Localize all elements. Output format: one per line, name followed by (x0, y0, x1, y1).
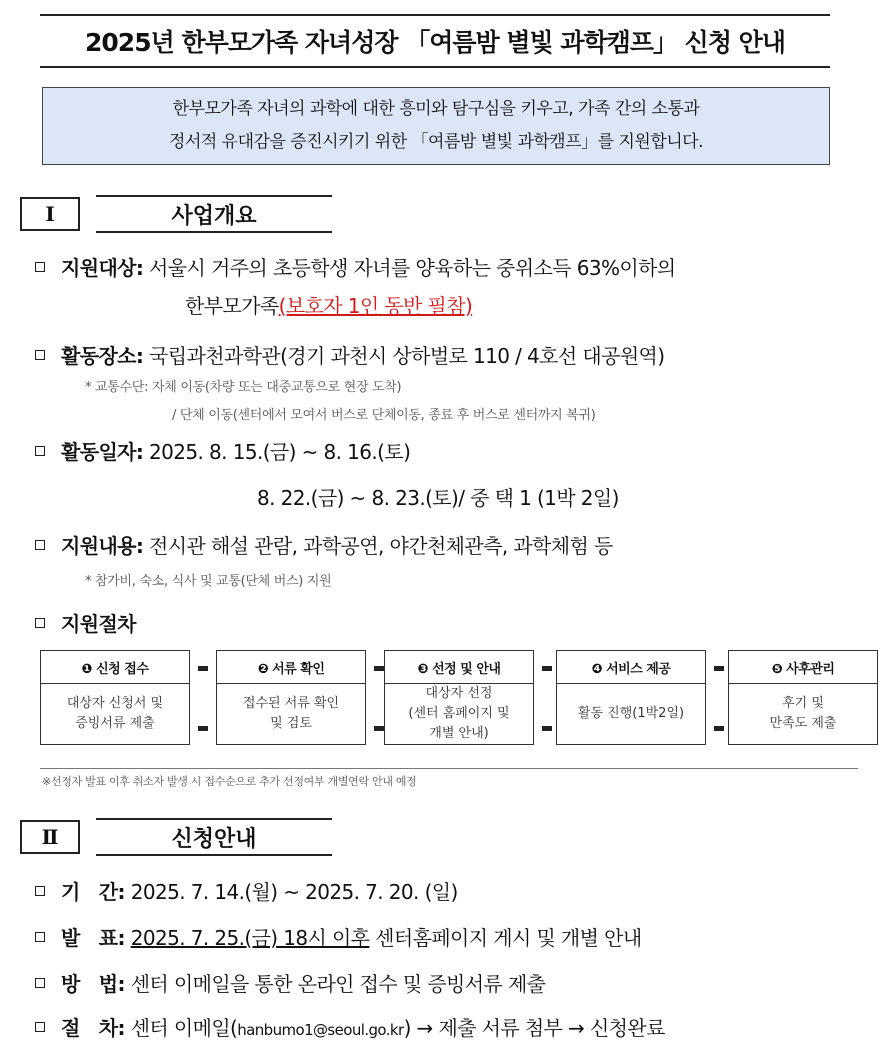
target-highlight: (보호자 1인 동반 필참) (278, 294, 473, 318)
content-label: 지원내용: (61, 534, 144, 558)
target-label: 지원대상: (61, 256, 144, 280)
bullet-icon (35, 1022, 45, 1032)
arrow-icon (542, 666, 552, 671)
procedure-row (35, 608, 136, 637)
steps-note: ※선정자 발표 이후 취소자 발생 시 접수순으로 추가 선정여부 개별연락 안내 예정 (42, 775, 417, 788)
arrow-icon (374, 666, 384, 671)
target-row (35, 252, 676, 281)
section-2-number: Ⅱ (20, 820, 80, 854)
section-2-title: 신청안내 (96, 818, 332, 856)
apply-procedure-text-1: 센터 이메일( (124, 1016, 238, 1040)
step-4-body: 활동 진행(1박2일) (556, 683, 706, 745)
content-text: 전시관 해설 관람, 과학공연, 야간천체관측, 과학체험 등 (143, 534, 613, 558)
target-row-2 (185, 290, 472, 319)
announce-date: 2025. 7. 25.(금) 18시 이후 (130, 926, 370, 950)
page-title: 2025년 한부모가족 자녀성장 「여름밤 별빛 과학캠프」 신청 안내 (40, 14, 830, 68)
step-3 (384, 650, 534, 745)
step-2-body: 접수된 서류 확인 및 검토 (216, 683, 366, 745)
bullet-icon (35, 978, 45, 988)
date-row (35, 436, 410, 465)
date-text-1: 2025. 8. 15.(금) ~ 8. 16.(토) (143, 440, 411, 464)
content-row (35, 530, 613, 559)
intro-box (42, 87, 830, 165)
arrow-icon (714, 726, 724, 731)
period-row (35, 876, 458, 905)
arrow-icon (714, 666, 724, 671)
place-note-1: * 교통수단: 자체 이동(차량 또는 대중교통으로 현장 도착) (85, 380, 402, 395)
arrow-icon (374, 726, 384, 731)
apply-procedure-text-2: ) → 제출 서류 첨부 → 신청완료 (403, 1016, 665, 1040)
procedure-steps (40, 650, 858, 769)
announce-text: 센터홈페이지 게시 및 개별 안내 (369, 926, 642, 950)
bullet-icon (35, 262, 45, 272)
bullet-icon (35, 618, 45, 628)
step-1-body: 대상자 신청서 및 증빙서류 제출 (40, 683, 190, 745)
method-text: 센터 이메일을 통한 온라인 접수 및 증빙서류 제출 (124, 972, 546, 996)
apply-procedure-label: 절 차: (61, 1016, 125, 1040)
target-text-2: 한부모가족 (185, 294, 279, 318)
step-2 (216, 650, 366, 745)
arrow-icon (198, 726, 208, 731)
place-text: 국립과천과학관(경기 과천시 상하벌로 110 / 4호선 대공원역) (143, 344, 665, 368)
announce-label: 발 표: (61, 926, 125, 950)
email-link[interactable]: hanbumo1@seoul.go.kr (237, 1021, 404, 1039)
arrow-icon (198, 666, 208, 671)
announce-row (35, 922, 642, 951)
intro-line-2: 정서적 유대감을 증진시키기 위한 「여름밤 별빛 과학캠프」를 지원합니다. (169, 132, 703, 152)
procedure-label: 지원절차 (61, 612, 136, 636)
step-5 (728, 650, 878, 745)
period-label: 기 간: (61, 880, 125, 904)
section-1-number: Ⅰ (20, 197, 80, 231)
step-1 (40, 650, 190, 745)
apply-procedure-row (35, 1012, 665, 1041)
bullet-icon (35, 446, 45, 456)
step-3-head: ❸ 선정 및 안내 (384, 650, 534, 683)
place-row (35, 340, 664, 369)
period-text: 2025. 7. 14.(월) ~ 2025. 7. 20. (일) (124, 880, 458, 904)
section-1-title: 사업개요 (96, 195, 332, 233)
content-note: * 참가비, 숙소, 식사 및 교통(단체 버스) 지원 (85, 574, 332, 589)
step-2-head: ❷ 서류 확인 (216, 650, 366, 683)
step-5-body: 후기 및 만족도 제출 (728, 683, 878, 745)
step-1-head: ❶ 신청 접수 (40, 650, 190, 683)
step-4 (556, 650, 706, 745)
date-label: 활동일자: (61, 440, 144, 464)
method-row (35, 968, 545, 997)
method-label: 방 법: (61, 972, 125, 996)
place-label: 활동장소: (61, 344, 144, 368)
arrow-icon (542, 726, 552, 731)
bullet-icon (35, 350, 45, 360)
step-3-body: 대상자 선정 (센터 홈페이지 및 개별 안내) (384, 683, 534, 745)
step-4-head: ❹ 서비스 제공 (556, 650, 706, 683)
intro-line-1: 한부모가족 자녀의 과학에 대한 흥미와 탐구심을 키우고, 가족 간의 소통과 (172, 99, 700, 119)
bullet-icon (35, 886, 45, 896)
date-row-2: 8. 22.(금) ~ 8. 23.(토)/ 중 택 1 (1박 2일) (257, 486, 619, 510)
place-note-2: / 단체 이동(센터에서 모여서 버스로 단체이동, 종료 후 버스로 센터까지 복귀) (172, 408, 596, 423)
bullet-icon (35, 932, 45, 942)
step-5-head: ❺ 사후관리 (728, 650, 878, 683)
target-text: 서울시 거주의 초등학생 자녀를 양육하는 중위소득 63%이하의 (143, 256, 676, 280)
bullet-icon (35, 540, 45, 550)
